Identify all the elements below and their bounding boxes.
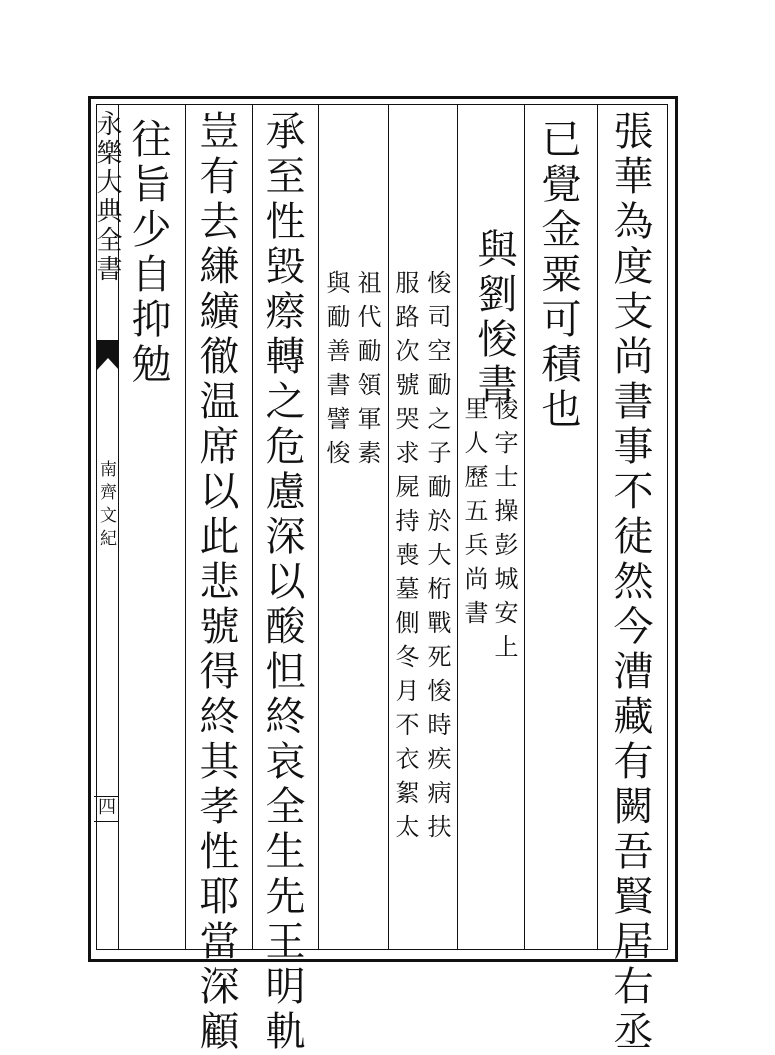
section-title: 南齊文紀 <box>96 460 116 552</box>
text-column-4: 豈有去縑纊徹温席以此悲號得終其孝性耶當深顧 <box>193 110 239 1055</box>
fishtail-mark <box>97 340 119 370</box>
annotation-column-5: 祖代勔領軍素 <box>353 270 381 474</box>
column-rule <box>524 104 525 950</box>
column-rule <box>457 104 458 950</box>
annotation-column-2: 里人歷五兵尚書 <box>460 396 488 634</box>
column-rule <box>597 104 598 950</box>
letter-title: 與劉悛書 <box>471 228 517 408</box>
page-number: 四 <box>95 797 116 815</box>
text-column-5: 往旨少自抑勉 <box>125 118 171 388</box>
column-rule <box>318 104 319 950</box>
annotation-column-1: 悛字士操彭城安上 <box>490 396 518 668</box>
book-title: 永樂大典全書 <box>92 110 122 284</box>
column-rule <box>388 104 389 950</box>
annotation-column-3: 悛司空勔之子勔於大桁戰死悛時疾病扶 <box>423 270 451 848</box>
page-number-box <box>94 796 118 822</box>
text-column-3: 承至性毀瘵轉之危慮深以酸怛終哀全生先王明軌 <box>259 110 305 1055</box>
text-column-2: 已覺金粟可積也 <box>535 118 581 433</box>
page-frame-inner <box>92 104 668 950</box>
annotation-column-4: 服路次號哭求屍持喪墓側冬月不衣絮太 <box>391 270 419 848</box>
column-rule <box>252 104 253 950</box>
text-column-1: 張華為度支尚書事不徒然今漕藏有闕吾賢居右丞 <box>607 110 653 1055</box>
annotation-column-6: 與勔善書譬悛 <box>322 270 350 474</box>
column-rule <box>185 104 186 950</box>
